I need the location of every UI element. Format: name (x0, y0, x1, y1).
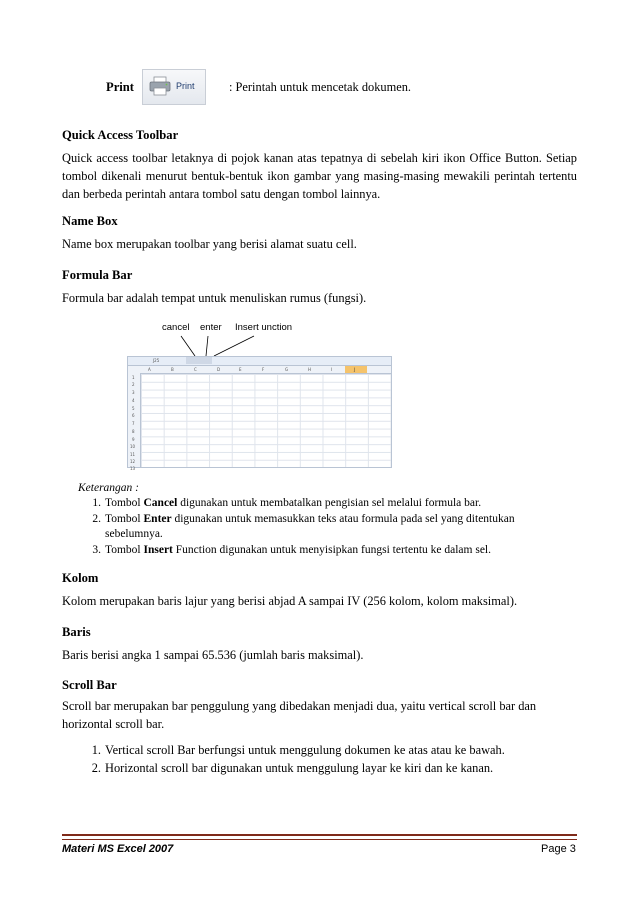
label-insert-function: Insert unction (235, 322, 293, 333)
row-header: 9 (132, 437, 135, 442)
list-number: 1. (92, 497, 101, 509)
kolom-heading: Kolom (62, 571, 99, 585)
name-box: J25 (153, 358, 160, 363)
scrollbar-body: Scroll bar merupakan bar penggulung yang dibedakan menjadi dua, yaitu vertical scroll bar dan horizontal scroll bar. (62, 699, 537, 731)
row-header: 4 (132, 398, 135, 403)
list-text: Tombol (105, 512, 144, 525)
keterangan-title: Keterangan : (78, 482, 140, 494)
scrollbar-heading: Scroll Bar (62, 678, 117, 692)
list-text: Function digunakan untuk menyisipkan fungsi tertentu ke dalam sel. (172, 543, 491, 556)
list-item (91, 759, 575, 777)
excel-formula-bar-screenshot (127, 356, 392, 471)
row-header: 12 (130, 459, 136, 464)
list-text: Tombol (105, 497, 144, 509)
label-enter: enter (200, 322, 222, 333)
col-header: H (308, 367, 312, 372)
col-header: E (239, 367, 242, 372)
row-header: 1 (132, 375, 135, 380)
print-icon-text: Print (176, 81, 195, 91)
list-text: Horizontal scroll bar digunakan untuk menggulung layar ke kiri dan ke kanan. (105, 761, 494, 775)
col-header: G (285, 367, 289, 372)
row-header: 10 (130, 444, 136, 449)
keterangan-list (92, 496, 565, 558)
namebox-body: Name box merupakan toolbar yang berisi alamat suatu cell. (62, 237, 357, 251)
formulabar-heading: Formula Bar (62, 268, 133, 282)
list-item (92, 496, 565, 512)
footer-rule (62, 834, 577, 840)
print-label: Print (106, 80, 134, 94)
kolom-body: Kolom merupakan baris lajur yang berisi abjad A sampai IV (256 kolom, kolom maksimal). (62, 594, 518, 608)
qat-body: Quick access toolbar letaknya di pojok kanan atas tepatnya di sebelah kiri ikon Office Button. Setiap tombol dikenali menurut bentuk-bentuk ikon gambar yang masing-masing mewakili perintah tertentu dan berbeda perintah antara tombol satu dengan tombol lainnya. (62, 151, 577, 201)
row-header: 5 (132, 406, 135, 411)
row-header: 11 (130, 452, 136, 457)
list-number: 2. (92, 512, 101, 525)
qat-heading: Quick Access Toolbar (62, 128, 179, 142)
list-bold: Cancel (143, 497, 178, 509)
list-bold: Insert (143, 543, 173, 556)
list-bold: Enter (143, 512, 172, 525)
list-text: Tombol (105, 543, 144, 556)
footer-title: Materi MS Excel 2007 (62, 843, 174, 855)
list-item (92, 543, 565, 559)
row-header: 13 (130, 466, 136, 471)
row-header: 3 (132, 390, 135, 395)
page-number: Page 3 (541, 843, 576, 855)
baris-body: Baris berisi angka 1 sampai 65.536 (jumlah baris maksimal). (62, 648, 364, 662)
list-text: Vertical scroll Bar berfungsi untuk menggulung dokumen ke atas atau ke bawah. (105, 743, 505, 757)
col-header: B (171, 367, 174, 372)
selected-col-header (345, 366, 367, 373)
printer-icon (149, 76, 171, 96)
column-headers (128, 366, 391, 374)
col-header: A (148, 367, 151, 372)
cell-grid (141, 374, 391, 467)
list-number: 1. (91, 743, 101, 757)
col-header: D (217, 367, 221, 372)
list-item (91, 741, 575, 759)
formula-bar (128, 357, 391, 366)
row-header: 2 (132, 382, 135, 387)
list-item (92, 512, 565, 543)
list-number: 2. (91, 761, 101, 775)
row-header: 8 (132, 429, 135, 434)
list-text: digunakan untuk membatalkan pengisian sel melalui formula bar. (177, 497, 482, 509)
list-number: 3. (92, 543, 101, 556)
baris-heading: Baris (62, 625, 91, 639)
namebox-heading: Name Box (62, 214, 118, 228)
col-header: C (194, 367, 197, 372)
formula-buttons (186, 357, 212, 364)
list-text: digunakan untuk memasukkan teks atau formula pada sel yang ditentukan sebelumnya. (105, 512, 515, 540)
formulabar-body: Formula bar adalah tempat untuk menuliskan rumus (fungsi). (62, 291, 367, 305)
label-cancel: cancel (162, 322, 190, 333)
col-header: J (354, 367, 356, 372)
row-header: 6 (132, 413, 135, 418)
print-description: : Perintah untuk mencetak dokumen. (229, 80, 412, 94)
row-header: 7 (132, 421, 135, 426)
col-header: F (262, 367, 265, 372)
scrollbar-list (91, 741, 575, 777)
print-button-image (142, 69, 206, 105)
row-headers (128, 373, 141, 471)
col-header: I (331, 367, 333, 372)
